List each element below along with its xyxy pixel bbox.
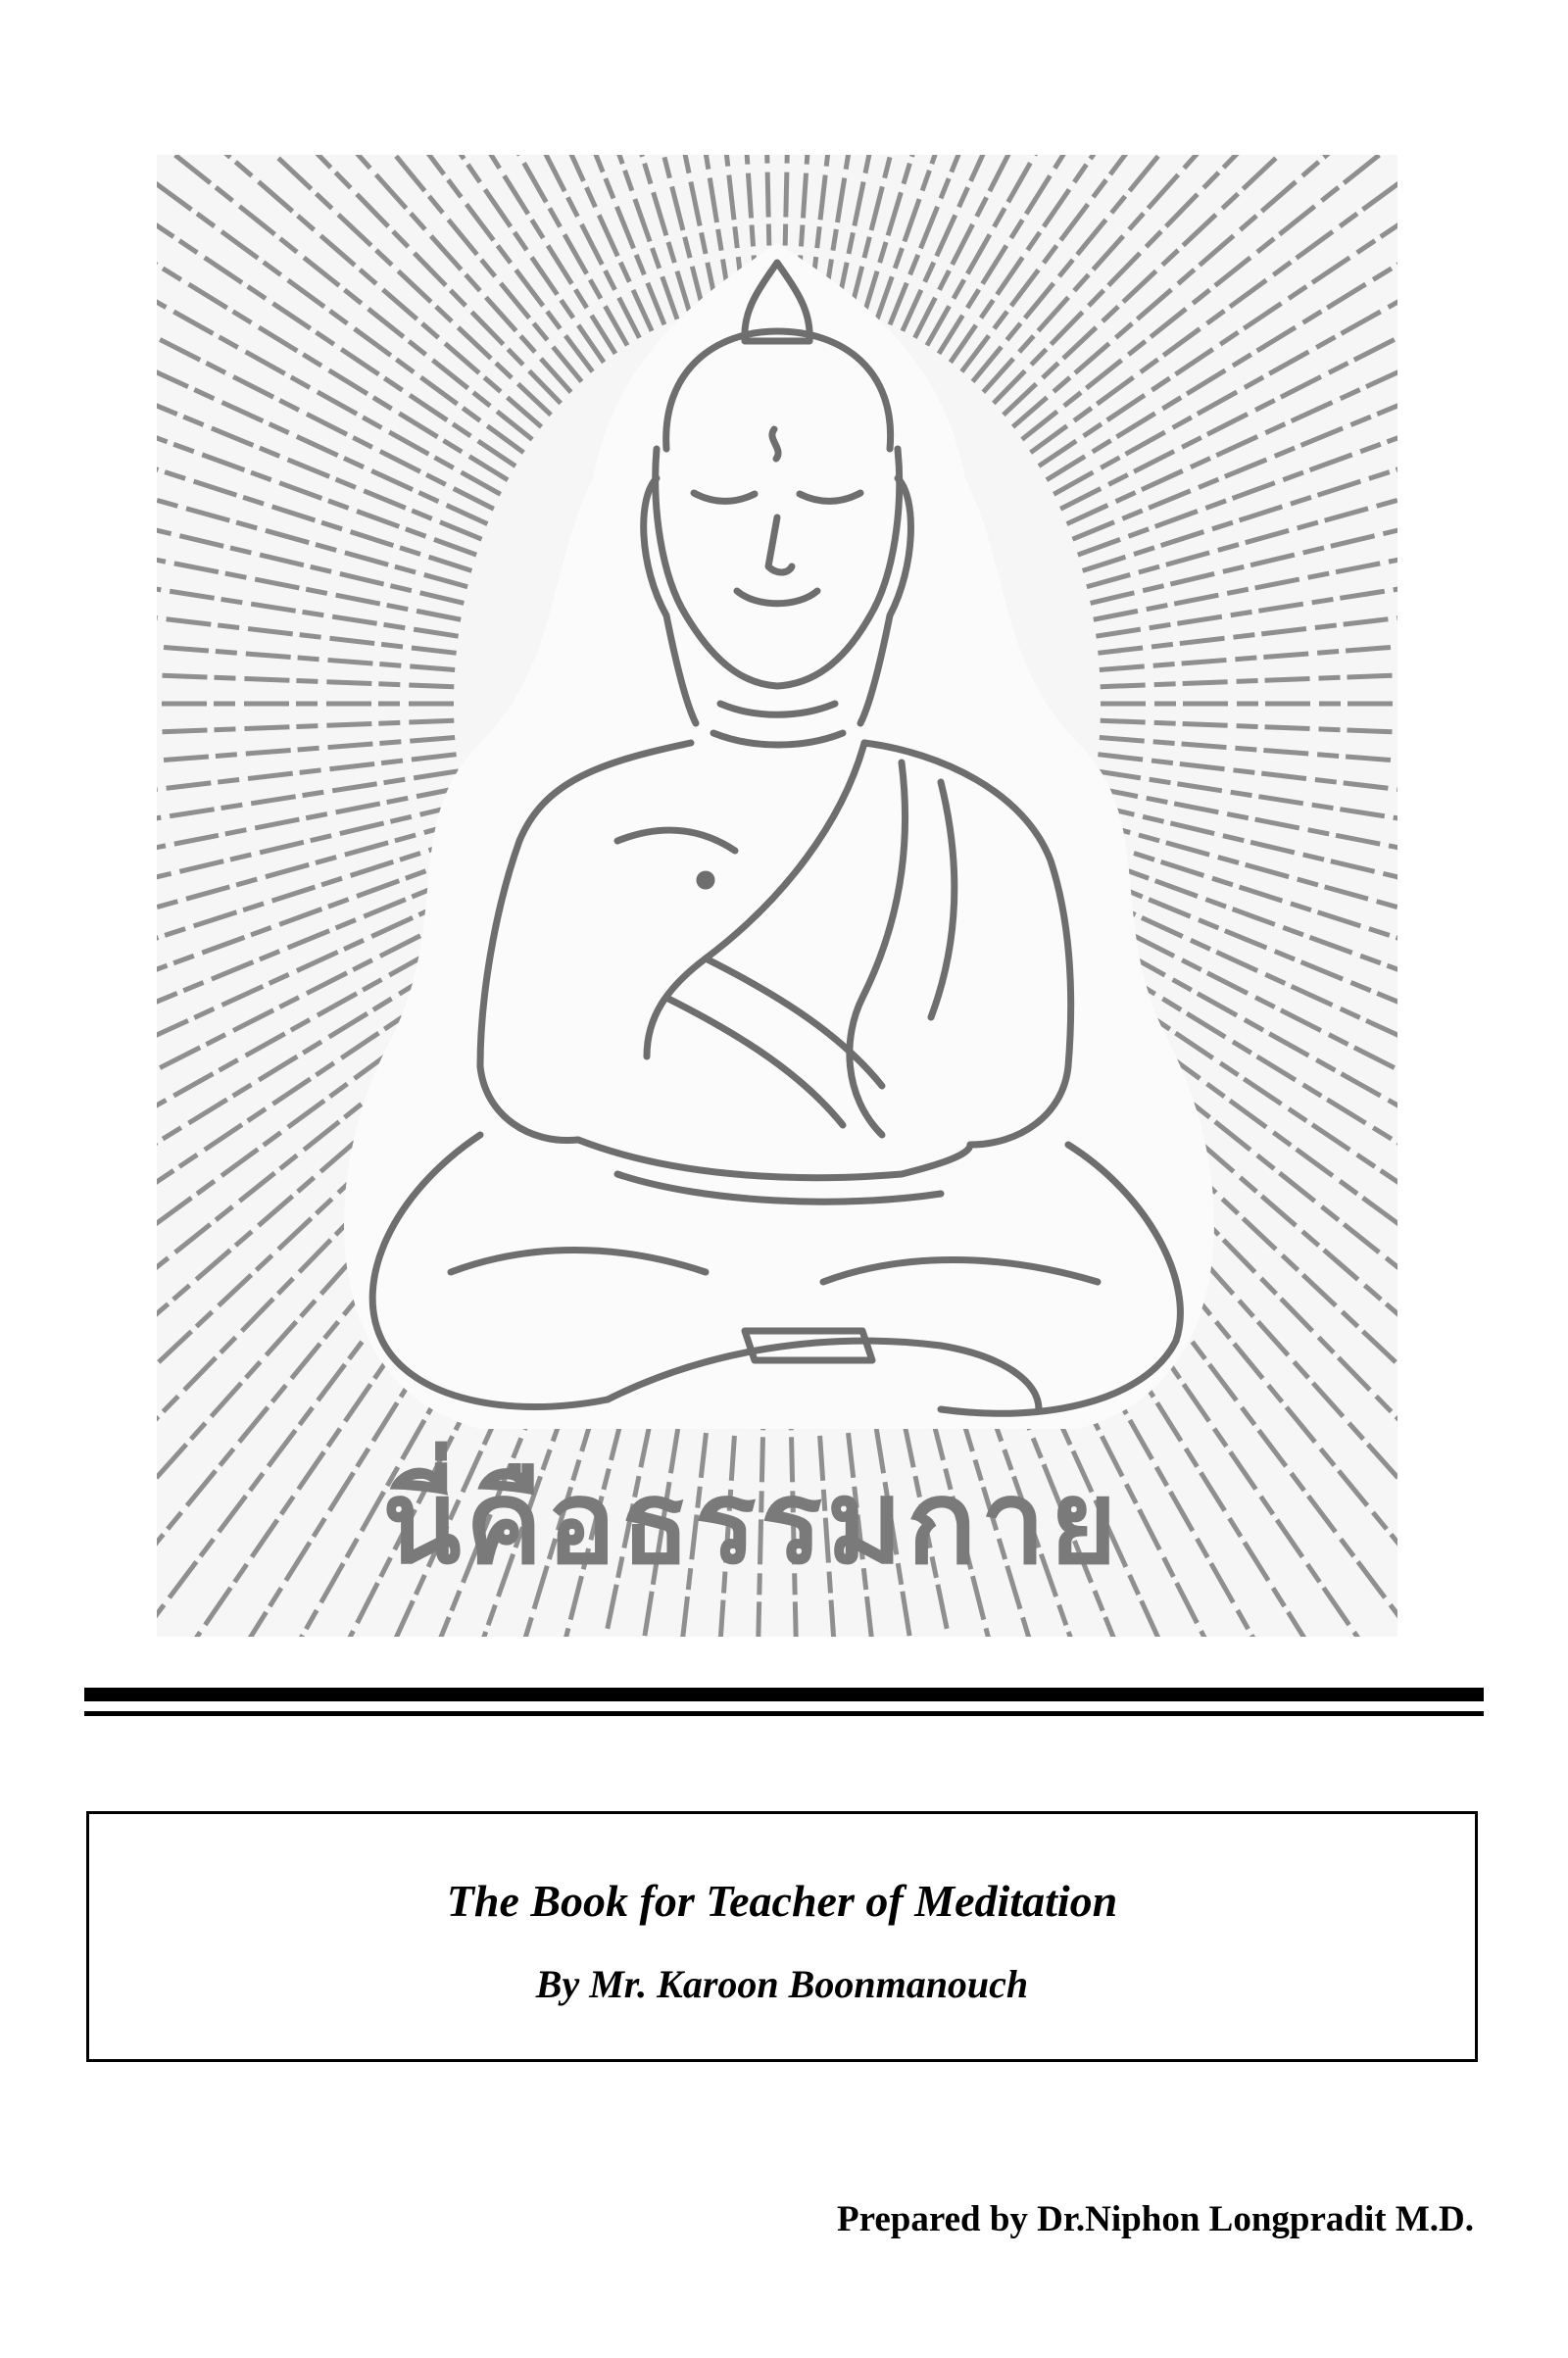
prepared-by: Prepared by Dr.Niphon Longpradit M.D. (837, 2199, 1474, 2239)
ray-line (157, 771, 459, 933)
ray-line (824, 155, 977, 304)
ray-line (157, 738, 455, 819)
ray-line (157, 155, 551, 415)
divider-thin (84, 1711, 1484, 1716)
ray-line (1096, 771, 1397, 933)
halo-glow (344, 243, 1214, 1429)
ray-line (157, 475, 459, 637)
ray-line (576, 155, 729, 304)
ray-line (1078, 199, 1397, 556)
ray-line (157, 155, 508, 480)
divider-thick (84, 1688, 1484, 1701)
ray-line (157, 155, 523, 453)
ray-line (157, 155, 482, 539)
cover-illustration (157, 155, 1397, 1637)
ray-line (1039, 155, 1397, 467)
ray-line (1100, 589, 1397, 670)
ray-line (1047, 155, 1397, 480)
thai-caption: นี่คือธรรมกาย (382, 1454, 1121, 1590)
title-box (86, 1811, 1478, 2062)
buddha-drawing (157, 155, 1397, 1637)
ray-line (1031, 155, 1397, 453)
ray-line (157, 199, 476, 556)
book-title: The Book for Teacher of Meditation (446, 1876, 1118, 1926)
ray-line (157, 589, 455, 670)
ray-line (1072, 155, 1397, 539)
ray-line (157, 155, 515, 467)
ray-line (157, 155, 627, 345)
ray-line (927, 155, 1397, 345)
ray-line (1096, 475, 1397, 637)
ray-line (1100, 738, 1397, 819)
ray-line (1004, 155, 1397, 415)
author-line: By Mr. Karoon Boonmanouch (535, 1962, 1029, 2006)
